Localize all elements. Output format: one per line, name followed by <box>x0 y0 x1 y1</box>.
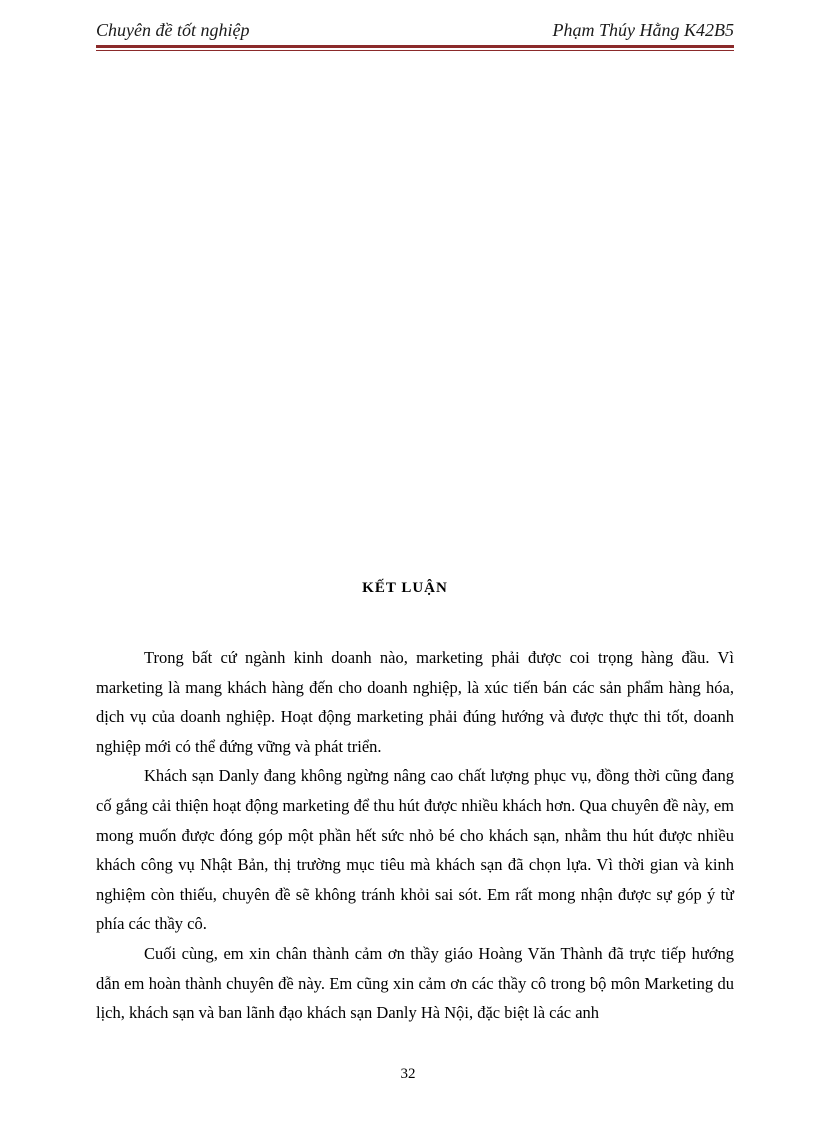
header-rule-thin <box>96 50 734 51</box>
header-document-type: Chuyên đề tốt nghiệp <box>96 20 250 40</box>
page-number: 32 <box>400 1066 416 1082</box>
header-rule-thick <box>96 45 734 48</box>
page-header <box>96 18 734 44</box>
paragraph-2: Khách sạn Danly đang không ngừng nâng cao chất lượng phục vụ, đồng thời cũng đang cố gắng cải thiện hoạt động marketing để thu hút được nhiều khách hơn. Qua chuyên đề này, em mong muốn được đóng góp một phần hết sức nhỏ bé cho khách sạn, nhằm thu hút được nhiều khách công vụ Nhật Bản, thị trường mục tiêu mà khách sạn đã chọn lựa. Vì thời gian và kinh nghiệm còn thiếu, chuyên đề sẽ không tránh khỏi sai sót. Em rất mong nhận được sự góp ý từ phía các thầy cô. <box>96 766 734 934</box>
header-author: Phạm Thúy Hằng K42B5 <box>552 20 734 40</box>
body-text <box>96 643 734 1028</box>
paragraph-3: Cuối cùng, em xin chân thành cảm ơn thầy giáo Hoàng Văn Thành đã trực tiếp hướng dẫn em hoàn thành chuyên đề này. Em cũng xin cảm ơn các thầy cô trong bộ môn Marketing du lịch, khách sạn và ban lãnh đạo khách sạn Danly Hà Nội, đặc biệt là các anh <box>96 943 734 1023</box>
section-title: KẾT LUẬN <box>362 580 448 596</box>
paragraph-1: Trong bất cứ ngành kinh doanh nào, marketing phải được coi trọng hàng đầu. Vì marketing là mang khách hàng đến cho doanh nghiệp, là xúc tiến bán các sản phẩm hàng hóa, dịch vụ của doanh nghiệp. Hoạt động marketing phải đúng hướng và được thực thi tốt, doanh nghiệp mới có thể đứng vững và phát triển. <box>96 648 734 756</box>
